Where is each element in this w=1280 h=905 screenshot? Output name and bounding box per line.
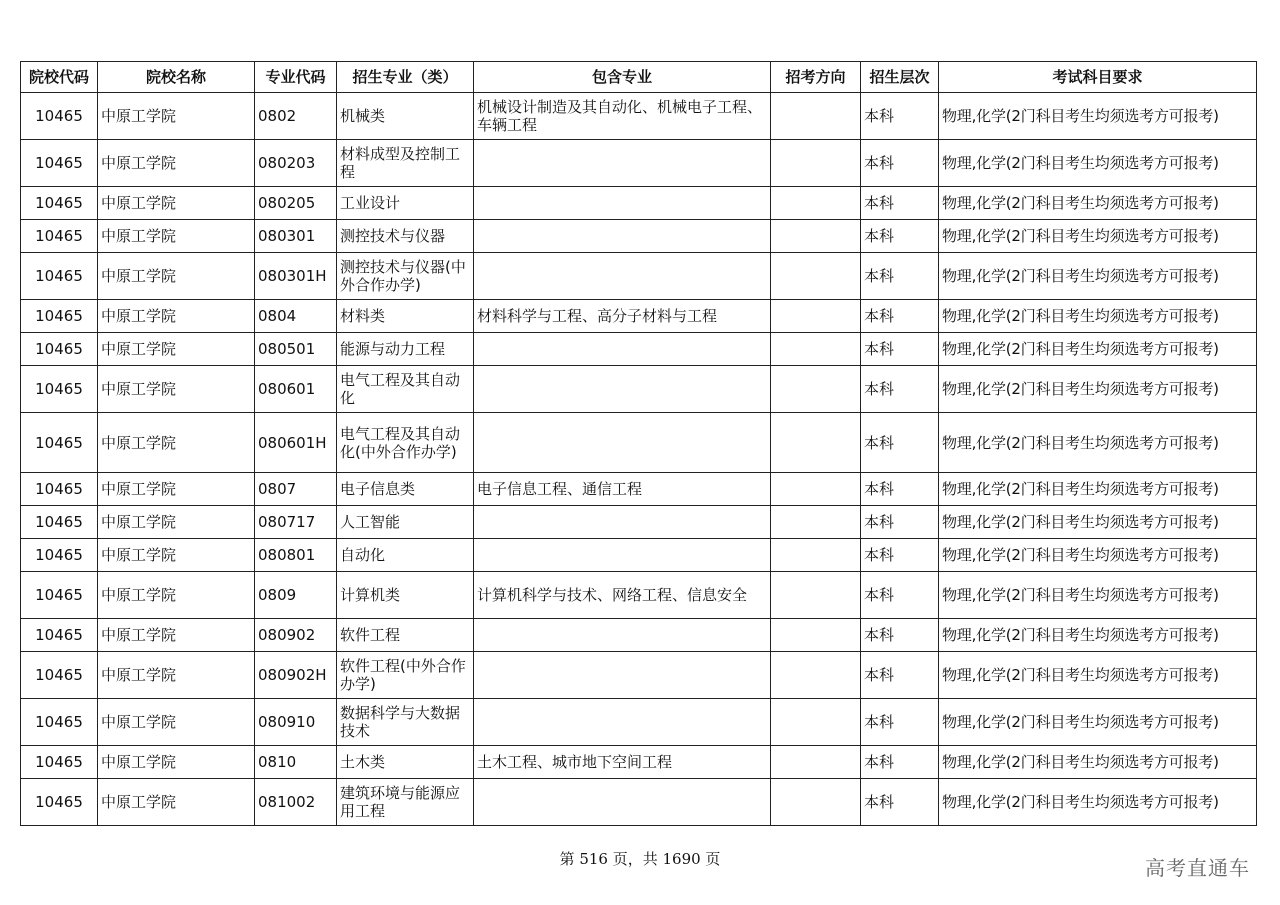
cell-direction <box>771 746 861 779</box>
cell-requirement: 物理,化学(2门科目考生均须选考方可报考) <box>939 220 1257 253</box>
cell-major: 软件工程 <box>337 619 474 652</box>
cell-school-code: 10465 <box>21 140 98 187</box>
cell-level: 本科 <box>861 652 939 699</box>
cell-school-name: 中原工学院 <box>98 539 255 572</box>
cell-major-code: 080902H <box>255 652 337 699</box>
cell-includes <box>474 187 771 220</box>
cell-direction <box>771 140 861 187</box>
cell-includes <box>474 506 771 539</box>
cell-school-code: 10465 <box>21 652 98 699</box>
cell-direction <box>771 220 861 253</box>
header-level: 招生层次 <box>861 62 939 93</box>
cell-includes <box>474 253 771 300</box>
cell-requirement: 物理,化学(2门科目考生均须选考方可报考) <box>939 413 1257 473</box>
cell-includes <box>474 779 771 826</box>
cell-requirement: 物理,化学(2门科目考生均须选考方可报考) <box>939 572 1257 619</box>
cell-school-name: 中原工学院 <box>98 187 255 220</box>
cell-school-name: 中原工学院 <box>98 220 255 253</box>
cell-includes <box>474 539 771 572</box>
cell-school-code: 10465 <box>21 539 98 572</box>
cell-major: 材料类 <box>337 300 474 333</box>
admission-table <box>20 61 1257 826</box>
cell-level: 本科 <box>861 220 939 253</box>
cell-direction <box>771 572 861 619</box>
cell-level: 本科 <box>861 253 939 300</box>
cell-major-code: 0807 <box>255 473 337 506</box>
cell-major-code: 0802 <box>255 93 337 140</box>
cell-requirement: 物理,化学(2门科目考生均须选考方可报考) <box>939 473 1257 506</box>
cell-school-code: 10465 <box>21 300 98 333</box>
table-row <box>21 413 1257 473</box>
cell-major-code: 0804 <box>255 300 337 333</box>
cell-direction <box>771 333 861 366</box>
cell-school-code: 10465 <box>21 253 98 300</box>
cell-major-code: 080601H <box>255 413 337 473</box>
cell-level: 本科 <box>861 300 939 333</box>
cell-major: 工业设计 <box>337 187 474 220</box>
cell-school-name: 中原工学院 <box>98 572 255 619</box>
cell-includes <box>474 619 771 652</box>
cell-requirement: 物理,化学(2门科目考生均须选考方可报考) <box>939 333 1257 366</box>
cell-level: 本科 <box>861 779 939 826</box>
header-school-name: 院校名称 <box>98 62 255 93</box>
table-row <box>21 366 1257 413</box>
cell-school-code: 10465 <box>21 619 98 652</box>
cell-major: 软件工程(中外合作办学) <box>337 652 474 699</box>
cell-requirement: 物理,化学(2门科目考生均须选考方可报考) <box>939 779 1257 826</box>
cell-direction <box>771 413 861 473</box>
cell-level: 本科 <box>861 699 939 746</box>
cell-school-name: 中原工学院 <box>98 619 255 652</box>
header-direction: 招考方向 <box>771 62 861 93</box>
cell-school-name: 中原工学院 <box>98 300 255 333</box>
cell-major: 电气工程及其自动化 <box>337 366 474 413</box>
cell-direction <box>771 652 861 699</box>
header-requirement: 考试科目要求 <box>939 62 1257 93</box>
cell-school-name: 中原工学院 <box>98 333 255 366</box>
cell-major: 土木类 <box>337 746 474 779</box>
cell-includes <box>474 333 771 366</box>
table-row <box>21 779 1257 826</box>
cell-major: 建筑环境与能源应用工程 <box>337 779 474 826</box>
table-row <box>21 333 1257 366</box>
table-row <box>21 746 1257 779</box>
cell-includes <box>474 699 771 746</box>
cell-major: 自动化 <box>337 539 474 572</box>
cell-level: 本科 <box>861 506 939 539</box>
cell-major-code: 081002 <box>255 779 337 826</box>
cell-school-name: 中原工学院 <box>98 366 255 413</box>
cell-major-code: 080910 <box>255 699 337 746</box>
cell-major-code: 080205 <box>255 187 337 220</box>
cell-direction <box>771 539 861 572</box>
cell-requirement: 物理,化学(2门科目考生均须选考方可报考) <box>939 652 1257 699</box>
cell-requirement: 物理,化学(2门科目考生均须选考方可报考) <box>939 140 1257 187</box>
cell-direction <box>771 699 861 746</box>
cell-major: 电子信息类 <box>337 473 474 506</box>
cell-school-code: 10465 <box>21 506 98 539</box>
table-row <box>21 253 1257 300</box>
cell-school-code: 10465 <box>21 187 98 220</box>
table-row <box>21 652 1257 699</box>
cell-includes: 土木工程、城市地下空间工程 <box>474 746 771 779</box>
cell-includes: 计算机科学与技术、网络工程、信息安全 <box>474 572 771 619</box>
cell-level: 本科 <box>861 140 939 187</box>
cell-school-name: 中原工学院 <box>98 473 255 506</box>
header-includes: 包含专业 <box>474 62 771 93</box>
cell-major: 数据科学与大数据技术 <box>337 699 474 746</box>
cell-major: 测控技术与仪器(中外合作办学) <box>337 253 474 300</box>
cell-includes: 电子信息工程、通信工程 <box>474 473 771 506</box>
cell-requirement: 物理,化学(2门科目考生均须选考方可报考) <box>939 187 1257 220</box>
cell-school-code: 10465 <box>21 746 98 779</box>
cell-major-code: 080203 <box>255 140 337 187</box>
cell-major-code: 080501 <box>255 333 337 366</box>
table-row <box>21 506 1257 539</box>
cell-requirement: 物理,化学(2门科目考生均须选考方可报考) <box>939 539 1257 572</box>
header-major-code: 专业代码 <box>255 62 337 93</box>
cell-school-name: 中原工学院 <box>98 506 255 539</box>
cell-includes <box>474 652 771 699</box>
table-row <box>21 220 1257 253</box>
table-row <box>21 473 1257 506</box>
cell-school-name: 中原工学院 <box>98 779 255 826</box>
cell-direction <box>771 473 861 506</box>
cell-major: 计算机类 <box>337 572 474 619</box>
cell-requirement: 物理,化学(2门科目考生均须选考方可报考) <box>939 93 1257 140</box>
cell-school-name: 中原工学院 <box>98 746 255 779</box>
cell-major-code: 080717 <box>255 506 337 539</box>
cell-major-code: 080301H <box>255 253 337 300</box>
cell-level: 本科 <box>861 473 939 506</box>
watermark: 高考直通车 <box>1145 856 1250 880</box>
cell-requirement: 物理,化学(2门科目考生均须选考方可报考) <box>939 253 1257 300</box>
table-row <box>21 619 1257 652</box>
table-row <box>21 93 1257 140</box>
cell-level: 本科 <box>861 619 939 652</box>
cell-requirement: 物理,化学(2门科目考生均须选考方可报考) <box>939 506 1257 539</box>
table-row <box>21 300 1257 333</box>
cell-major-code: 0809 <box>255 572 337 619</box>
cell-school-code: 10465 <box>21 366 98 413</box>
cell-direction <box>771 300 861 333</box>
cell-level: 本科 <box>861 187 939 220</box>
cell-school-name: 中原工学院 <box>98 140 255 187</box>
cell-requirement: 物理,化学(2门科目考生均须选考方可报考) <box>939 699 1257 746</box>
cell-major-code: 080801 <box>255 539 337 572</box>
cell-school-code: 10465 <box>21 93 98 140</box>
table-row <box>21 539 1257 572</box>
cell-major: 能源与动力工程 <box>337 333 474 366</box>
cell-school-name: 中原工学院 <box>98 253 255 300</box>
table-header-row <box>21 62 1257 93</box>
cell-school-name: 中原工学院 <box>98 652 255 699</box>
table-row <box>21 572 1257 619</box>
table-row <box>21 699 1257 746</box>
cell-school-name: 中原工学院 <box>98 699 255 746</box>
cell-school-code: 10465 <box>21 413 98 473</box>
cell-direction <box>771 506 861 539</box>
cell-includes: 材料科学与工程、高分子材料与工程 <box>474 300 771 333</box>
cell-level: 本科 <box>861 366 939 413</box>
header-school-code: 院校代码 <box>21 62 98 93</box>
cell-requirement: 物理,化学(2门科目考生均须选考方可报考) <box>939 619 1257 652</box>
header-major: 招生专业（类） <box>337 62 474 93</box>
cell-requirement: 物理,化学(2门科目考生均须选考方可报考) <box>939 366 1257 413</box>
table-row <box>21 187 1257 220</box>
cell-school-code: 10465 <box>21 333 98 366</box>
cell-school-name: 中原工学院 <box>98 93 255 140</box>
cell-school-code: 10465 <box>21 779 98 826</box>
cell-major: 电气工程及其自动化(中外合作办学) <box>337 413 474 473</box>
cell-direction <box>771 187 861 220</box>
cell-level: 本科 <box>861 333 939 366</box>
cell-school-code: 10465 <box>21 699 98 746</box>
cell-requirement: 物理,化学(2门科目考生均须选考方可报考) <box>939 746 1257 779</box>
cell-school-name: 中原工学院 <box>98 413 255 473</box>
cell-major: 人工智能 <box>337 506 474 539</box>
cell-major-code: 080301 <box>255 220 337 253</box>
table-row <box>21 140 1257 187</box>
cell-direction <box>771 253 861 300</box>
cell-level: 本科 <box>861 93 939 140</box>
cell-includes <box>474 413 771 473</box>
cell-major-code: 0810 <box>255 746 337 779</box>
cell-direction <box>771 93 861 140</box>
cell-school-code: 10465 <box>21 473 98 506</box>
cell-major: 测控技术与仪器 <box>337 220 474 253</box>
cell-includes <box>474 220 771 253</box>
cell-includes <box>474 366 771 413</box>
cell-level: 本科 <box>861 539 939 572</box>
cell-direction <box>771 619 861 652</box>
cell-school-code: 10465 <box>21 220 98 253</box>
cell-level: 本科 <box>861 413 939 473</box>
cell-major-code: 080902 <box>255 619 337 652</box>
cell-school-code: 10465 <box>21 572 98 619</box>
cell-major: 材料成型及控制工程 <box>337 140 474 187</box>
cell-direction <box>771 366 861 413</box>
page-number: 第 516 页，共 1690 页 <box>559 850 721 868</box>
cell-includes <box>474 140 771 187</box>
cell-major: 机械类 <box>337 93 474 140</box>
cell-direction <box>771 779 861 826</box>
cell-includes: 机械设计制造及其自动化、机械电子工程、车辆工程 <box>474 93 771 140</box>
cell-major-code: 080601 <box>255 366 337 413</box>
cell-level: 本科 <box>861 746 939 779</box>
cell-level: 本科 <box>861 572 939 619</box>
cell-requirement: 物理,化学(2门科目考生均须选考方可报考) <box>939 300 1257 333</box>
